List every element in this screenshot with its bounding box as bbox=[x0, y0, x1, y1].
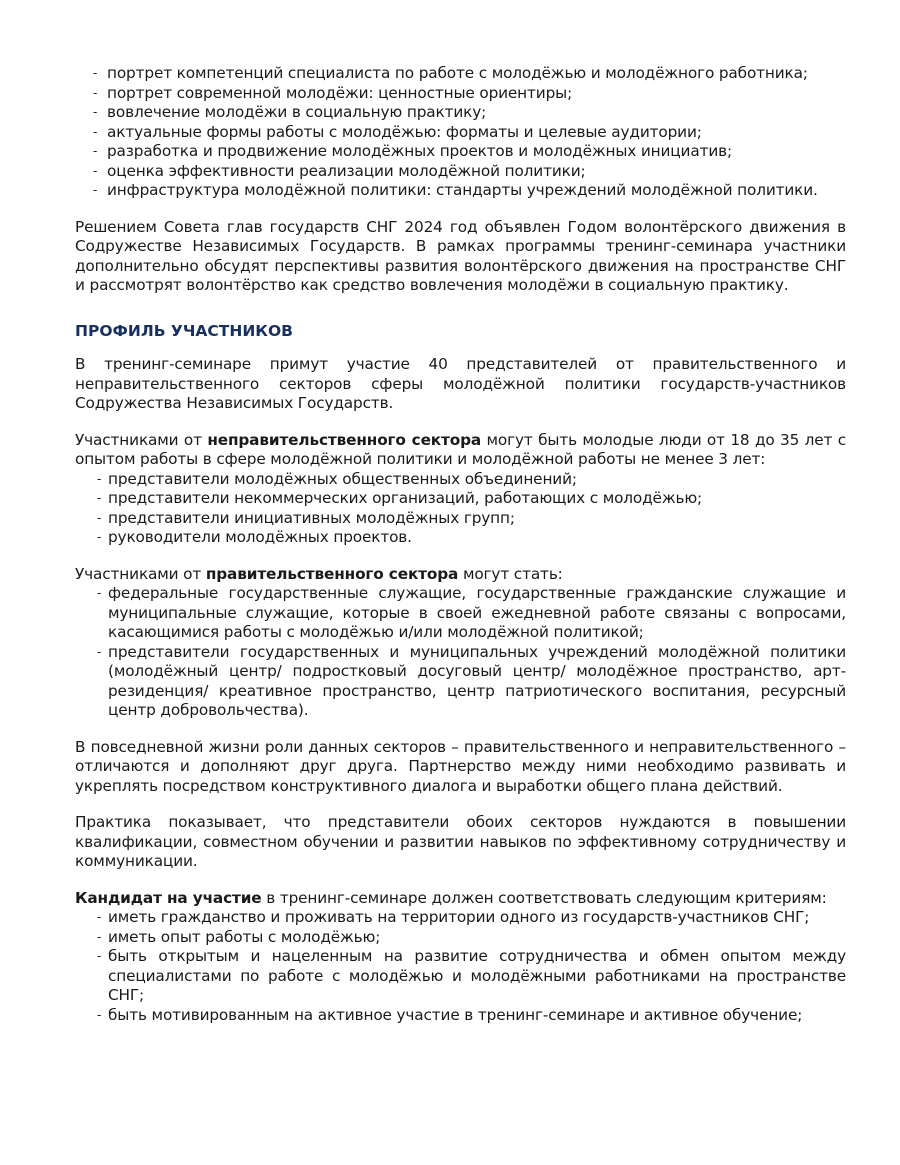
candidate-lead-bold: Кандидат на участие bbox=[75, 888, 262, 907]
gov-list bbox=[97, 584, 846, 721]
gov-lead-bold: правительственного сектора bbox=[205, 564, 459, 583]
gov-lead-after: могут стать: bbox=[458, 564, 563, 583]
document-page bbox=[75, 64, 846, 1025]
candidate-lead-paragraph bbox=[75, 889, 846, 909]
list-item: - представители государственных и муниципальных учреждений молодёжной политики (молодёжный центр/ подростковый досуговый центр/ молодёжное пространство, арт-резиденция/ креативное пространство, центр патриотического воспитания, ресурсный центр добровольчества). bbox=[97, 643, 846, 721]
ngo-lead-before: Участниками от bbox=[75, 430, 208, 449]
section-heading: ПРОФИЛЬ УЧАСТНИКОВ bbox=[75, 321, 293, 340]
list-item: - разработка и продвижение молодёжных проектов и молодёжных инициатив; bbox=[93, 142, 846, 162]
list-item: - представители молодёжных общественных объединений; bbox=[97, 470, 846, 490]
volunteer-paragraph: Решением Совета глав государств СНГ 2024 год объявлен Годом волонтёрского движения в Содружестве Независимых Государств. В рамках программы тренинг-семинара участники дополнительно обсудят перспективы развития волонтёрского движения на пространстве СНГ и рассмотрят волонтёрство как средство вовлечения молодёжи в социальную практику. bbox=[75, 217, 846, 294]
topics-list bbox=[93, 64, 846, 201]
list-item: - федеральные государственные служащие, государственные гражданские служащие и муниципальные служащие, которые в своей ежедневной работе связаны с вопросами, касающимися работы с молодёжью и/или молодёжной политикой; bbox=[97, 584, 846, 643]
list-item: - оценка эффективности реализации молодёжной политики; bbox=[93, 162, 846, 182]
candidate-lead-after: в тренинг-семинаре должен соответствовать следующим критериям: bbox=[261, 888, 827, 907]
ngo-lead-after: могут быть молодые люди от 18 до 35 лет с опытом работы в сфере молодёжной политики и молодёжной работы не менее 3 лет: bbox=[75, 430, 847, 468]
partnership-paragraph: В повседневной жизни роли данных секторов – правительственного и неправительственного – отличаются и дополняют друг друга. Партнерство между ними необходимо развивать и укреплять посредством конструктивного диалога и выработки общего плана действий. bbox=[75, 737, 846, 795]
list-item: - портрет современной молодёжи: ценностные ориентиры; bbox=[93, 84, 846, 104]
list-item: - представители инициативных молодёжных групп; bbox=[97, 509, 846, 529]
list-item: - руководители молодёжных проектов. bbox=[97, 528, 846, 548]
ngo-lead-paragraph bbox=[75, 431, 846, 470]
practice-paragraph: Практика показывает, что представители обоих секторов нуждаются в повышении квалификации, совместном обучении и развитии навыков по эффективному сотрудничеству и коммуникации. bbox=[75, 813, 846, 870]
list-item: - инфраструктура молодёжной политики: стандарты учреждений молодёжной политики. bbox=[93, 181, 846, 201]
ngo-lead-bold: неправительственного сектора bbox=[207, 430, 482, 449]
list-item: - быть мотивированным на активное участие в тренинг-семинаре и активное обучение; bbox=[97, 1006, 846, 1026]
list-item: - портрет компетенций специалиста по работе с молодёжью и молодёжного работника; bbox=[93, 64, 846, 84]
list-item: - иметь опыт работы с молодёжью; bbox=[97, 928, 846, 948]
intro-paragraph: В тренинг-семинаре примут участие 40 представителей от правительственного и неправительственного секторов сферы молодёжной политики государств-участников Содружества Независимых Государств. bbox=[75, 355, 846, 412]
gov-lead-paragraph bbox=[75, 565, 846, 585]
list-item: - вовлечение молодёжи в социальную практику; bbox=[93, 103, 846, 123]
list-item: - быть открытым и нацеленным на развитие сотрудничества и обмен опытом между специалистами по работе с молодёжью и молодёжными работниками на пространстве СНГ; bbox=[97, 947, 846, 1006]
candidate-criteria-list bbox=[97, 908, 846, 1025]
list-item: - представители некоммерческих организаций, работающих с молодёжью; bbox=[97, 489, 846, 509]
list-item: - иметь гражданство и проживать на территории одного из государств-участников СНГ; bbox=[97, 908, 846, 928]
ngo-list bbox=[97, 470, 846, 548]
gov-lead-before: Участниками от bbox=[75, 564, 206, 583]
list-item: - актуальные формы работы с молодёжью: форматы и целевые аудитории; bbox=[93, 123, 846, 143]
